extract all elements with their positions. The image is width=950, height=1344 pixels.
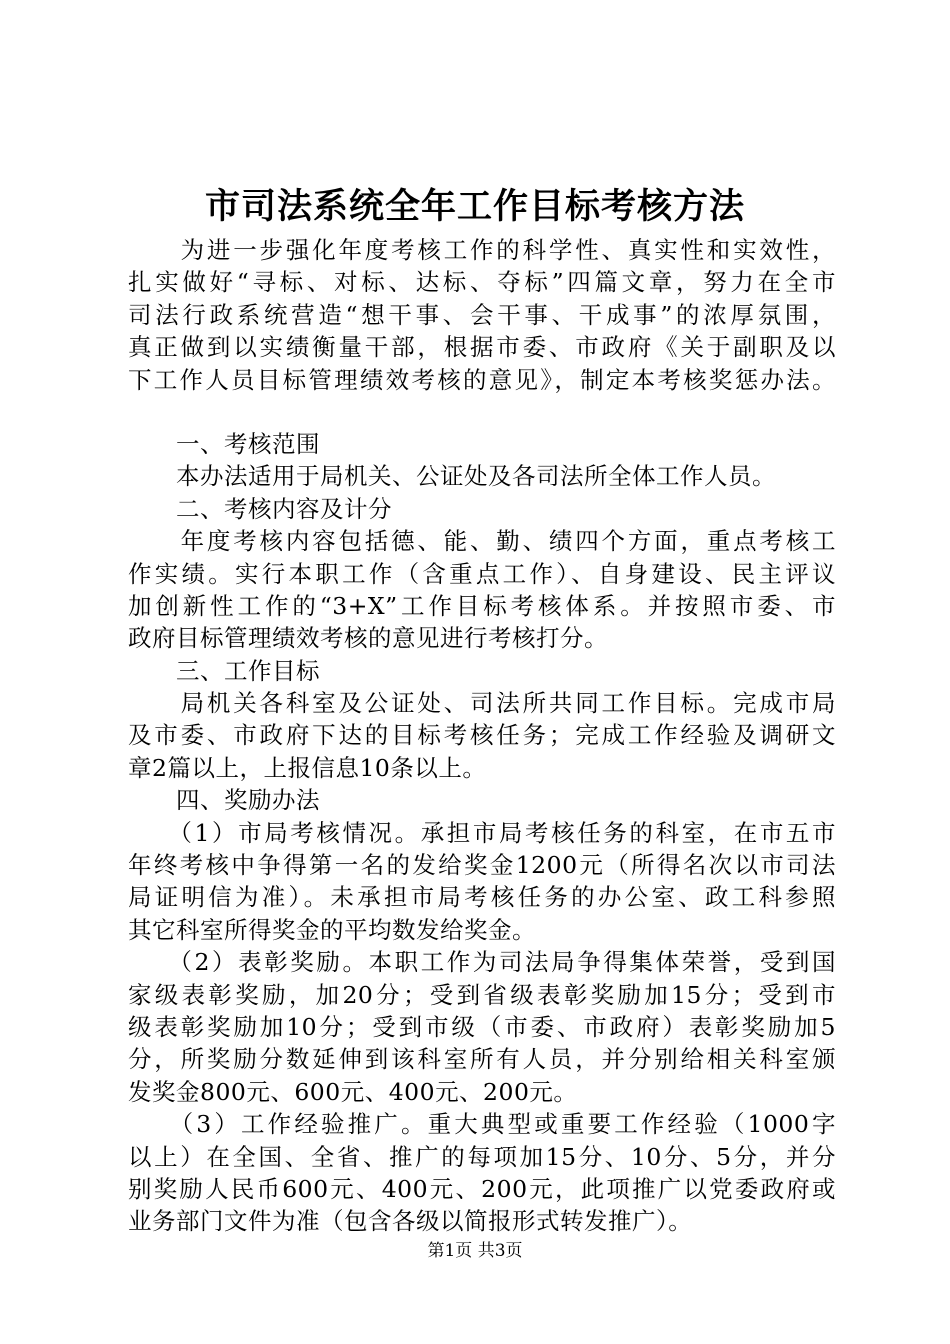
text-line: 下工作人员目标管理绩效考核的意见》，制定本考核奖惩办法。: [128, 365, 836, 394]
text-line: 家级表彰奖励，加20分；受到省级表彰奖励加15分；受到市: [128, 980, 836, 1009]
text-line: 一、考核范围: [128, 429, 320, 458]
text-line: （2）表彰奖励。本职工作为司法局争得集体荣誉，受到国: [128, 948, 836, 977]
text-line: （1）市局考核情况。承担市局考核任务的科室，在市五市: [128, 818, 836, 847]
text-line: 三、工作目标: [128, 656, 320, 685]
text-line: 发奖金800元、600元、400元、200元。: [128, 1077, 578, 1106]
text-line: 真正做到以实绩衡量干部，根据市委、市政府《关于副职及以: [128, 333, 836, 362]
text-line: 别奖励人民币600元、400元、200元，此项推广以党委政府或: [128, 1174, 836, 1203]
text-line: 政府目标管理绩效考核的意见进行考核打分。: [128, 624, 608, 653]
text-line: 章2篇以上，上报信息10条以上。: [128, 753, 487, 782]
text-line: 为进一步强化年度考核工作的科学性、真实性和实效性，: [128, 236, 836, 264]
text-line: 年度考核内容包括德、能、勤、绩四个方面，重点考核工: [128, 527, 836, 556]
text-line: 业务部门文件为准（包含各级以简报形式转发推广）。: [128, 1207, 693, 1236]
text-line: 局证明信为准）。未承担市局考核任务的办公室、政工科参照: [128, 883, 836, 912]
text-line: 分，所奖励分数延伸到该科室所有人员，并分别给相关科室颁: [128, 1045, 836, 1074]
text-line: 二、考核内容及计分: [128, 494, 392, 523]
text-line: 其它科室所得奖金的平均数发给奖金。: [128, 915, 536, 944]
text-line: 司法行政系统营造“想干事、会干事、干成事”的浓厚氛围，: [128, 300, 836, 329]
text-line: 以上）在全国、全省、推广的每项加15分、10分、5分，并分: [128, 1142, 836, 1171]
text-line: 本办法适用于局机关、公证处及各司法所全体工作人员。: [128, 462, 776, 491]
text-line: （3）工作经验推广。重大典型或重要工作经验（1000字: [128, 1110, 836, 1139]
text-line: 年终考核中争得第一名的发给奖金1200元（所得名次以市司法: [128, 851, 836, 880]
page-footer: 第1页 共3页: [427, 1241, 523, 1261]
text-line: 局机关各科室及公证处、司法所共同工作目标。完成市局: [128, 689, 836, 718]
text-line: 加创新性工作的“3+X”工作目标考核体系。并按照市委、市: [128, 591, 836, 620]
document-title: 市司法系统全年工作目标考核方法: [204, 187, 745, 227]
text-line: 四、奖励办法: [128, 786, 320, 815]
text-line: 作实绩。实行本职工作（含重点工作）、自身建设、民主评议: [128, 559, 836, 588]
text-line: 及市委、市政府下达的目标考核任务；完成工作经验及调研文: [128, 721, 836, 750]
document-body: [128, 234, 836, 1238]
text-line: 扎实做好“寻标、对标、达标、夺标”四篇文章，努力在全市: [128, 268, 836, 297]
text-line: 级表彰奖励加10分；受到市级（市委、市政府）表彰奖励加5: [128, 1012, 836, 1041]
